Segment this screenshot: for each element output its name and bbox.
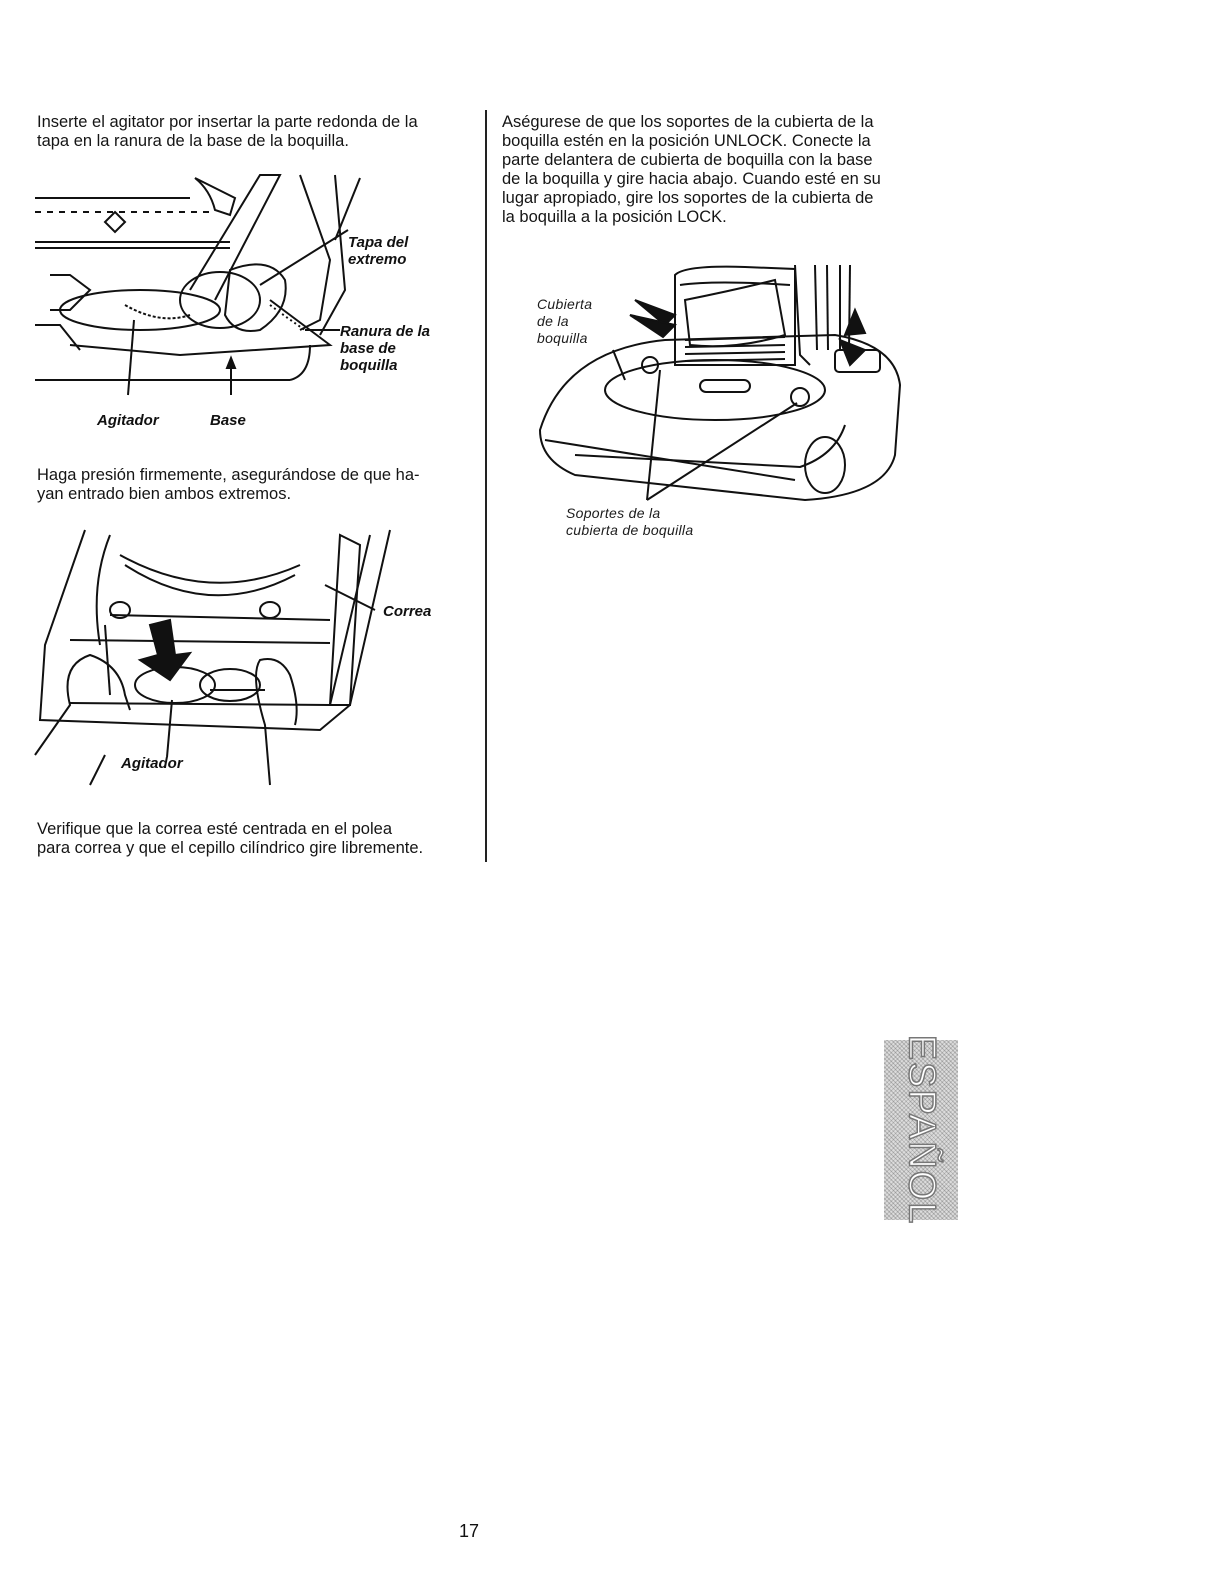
- label-line: base de: [340, 340, 396, 357]
- label-correa: Correa: [383, 603, 432, 620]
- text-line: Verifique que la correa esté centrada en el polea: [37, 820, 392, 838]
- label-line: Soportes de la: [566, 505, 661, 521]
- text-line: lugar apropiado, gire los soportes de la cubierta de: [502, 189, 874, 207]
- text-line: parte delantera de cubierta de boquilla con la base: [502, 151, 873, 169]
- label-line: cubierta de boquilla: [566, 522, 694, 538]
- text-line: para correa y que el cepillo cilíndrico gire libremente.: [37, 839, 424, 857]
- label-line: boquilla: [537, 330, 588, 346]
- right-para-nozzle-cover: [502, 113, 881, 227]
- label-ranura-base-boquilla: [340, 323, 430, 374]
- label-line: Ranura de la: [340, 323, 431, 340]
- text-line: boquilla estén en la posición UNLOCK. Conecte la: [502, 132, 871, 150]
- left-para-press-firmly: [37, 466, 420, 504]
- text-line: tapa en la ranura de la base de la boquilla.: [37, 132, 349, 150]
- text-line: Aségurese de que los soportes de la cubierta de la: [502, 113, 874, 131]
- page-number: 17: [459, 1521, 480, 1541]
- label-tapa-del-extremo: [348, 234, 408, 268]
- label-agitador-fig1: Agitador: [97, 412, 159, 429]
- label-cubierta-de-la-boquilla: [537, 296, 592, 347]
- label-line: de la: [537, 313, 569, 329]
- label-base-fig1: Base: [210, 412, 246, 429]
- text-line: yan entrado bien ambos extremos.: [37, 485, 292, 503]
- language-side-tab: [884, 1034, 958, 1226]
- left-para-verify-belt: [37, 820, 423, 858]
- label-line: Tapa del: [348, 234, 409, 251]
- figure-nozzle-cover: [535, 255, 920, 515]
- text-line: Haga presión firmemente, asegurándose de que ha-: [37, 466, 420, 484]
- label-line: boquilla: [340, 357, 398, 374]
- text-line: Inserte el agitator por insertar la parte redonda de la: [37, 113, 418, 131]
- label-line: extremo: [348, 251, 407, 268]
- left-para-insert-agitator: [37, 113, 418, 151]
- text-line: la boquilla a la posición LOCK.: [502, 208, 727, 226]
- label-line: Cubierta: [537, 296, 593, 312]
- text-line: de la boquilla y gire hacia abajo. Cuando esté en su: [502, 170, 881, 188]
- figure-agitator-insertion: [30, 170, 450, 430]
- label-agitador-fig2: Agitador: [121, 755, 183, 772]
- language-tab-text: ESPAÑOL: [900, 1034, 943, 1226]
- label-soportes-cubierta: [566, 505, 693, 539]
- column-divider: [485, 110, 487, 862]
- figure-agitator-belt: [30, 525, 450, 795]
